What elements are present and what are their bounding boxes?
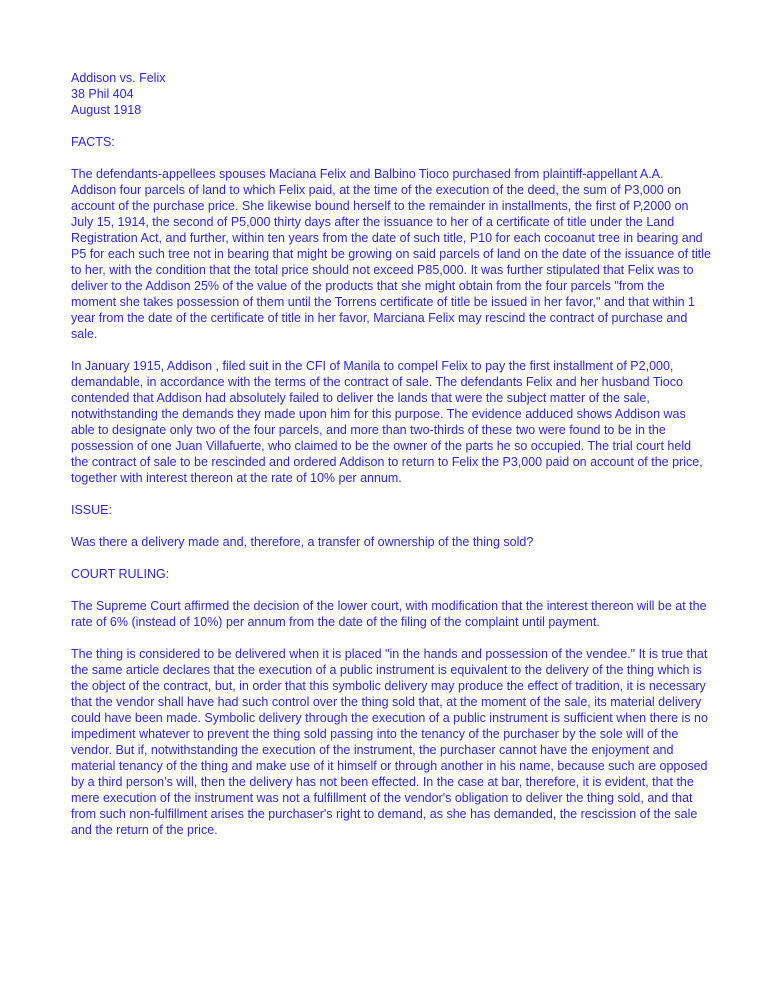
facts-paragraph-1: The defendants-appellees spouses Maciana Felix and Balbino Tioco purchased from plaintiff-appellant A.A. Addison four parcels of land to which Felix paid, at the time of the execution of the deed, the sum of P3,000 on account of the purchase price. She likewise bound herself to the remainder in installments, the first of P,2000 on July 15, 1914, the second of P5,000 thirty days after the issuance to her of a certificate of title under the Land Registration Act, and further, within ten years from the date of such title, P10 for each cocoanut tree in bearing and P5 for each such tree not in bearing that might be growing on said parcels of land on the date of the issuance of title to her, with the condition that the total price should not exceed P85,000. It was further stipulated that Felix was to deliver to the Addison 25% of the value of the products that she might obtain from the four parcels "from the moment she takes possession of them until the Torrens certificate of title be issued in her favor," and that within 1 year from the date of the certificate of title in her favor, Marciana Felix may rescind the contract of purchase and sale. [71,167,711,341]
case-citation: 38 Phil 404 [71,87,134,101]
facts-heading: FACTS: [71,135,115,149]
ruling-heading: COURT RULING: [71,567,170,581]
issue-heading: ISSUE: [71,503,112,517]
document-page [71,70,711,838]
case-date: August 1918 [71,103,142,117]
case-title: Addison vs. Felix [71,71,166,85]
facts-paragraph-2: In January 1915, Addison , filed suit in the CFI of Manila to compel Felix to pay the first installment of P2,000, demandable, in accordance with the terms of the contract of sale. The defendants Felix and her husband Tioco contended that Addison had absolutely failed to deliver the lands that were the subject matter of the sale, notwithstanding the demands they made upon him for this purpose. The evidence adduced shows Addison was able to designate only two of the four parcels, and more than two-thirds of these two were found to be in the possession of one Juan Villafuerte, who claimed to be the owner of the parts he so occupied. The trial court held the contract of sale to be rescinded and ordered Addison to return to Felix the P3,000 paid on account of the price, together with interest thereon at the rate of 10% per annum. [71,359,703,485]
ruling-paragraph-1: The Supreme Court affirmed the decision of the lower court, with modification that the interest thereon will be at the rate of 6% (instead of 10%) per annum from the date of the filing of the complaint until payment. [71,599,707,629]
issue-text: Was there a delivery made and, therefore, a transfer of ownership of the thing sold? [71,535,534,549]
ruling-paragraph-2: The thing is considered to be delivered when it is placed "in the hands and possession of the vendee." It is true that the same article declares that the execution of a public instrument is equivalent to the delivery of the thing which is the object of the contract, but, in order that this symbolic delivery may produce the effect of tradition, it is necessary that the vendor shall have had such control over the thing sold that, at the moment of the sale, its material delivery could have been made. Symbolic delivery through the execution of a public instrument is sufficient when there is no impediment whatever to prevent the thing sold passing into the tenancy of the purchaser by the sole will of the vendor. But if, notwithstanding the execution of the instrument, the purchaser cannot have the enjoyment and material tenancy of the thing and make use of it himself or through another in his name, because such are opposed by a third person’s will, then the delivery has not been effected. In the case at bar, therefore, it is evident, that the mere execution of the instrument was not a fulfillment of the vendor's obligation to deliver the thing sold, and that from such non-fulfillment arises the purchaser's right to demand, as she has demanded, the rescission of the sale and the return of the price. [71,647,708,837]
